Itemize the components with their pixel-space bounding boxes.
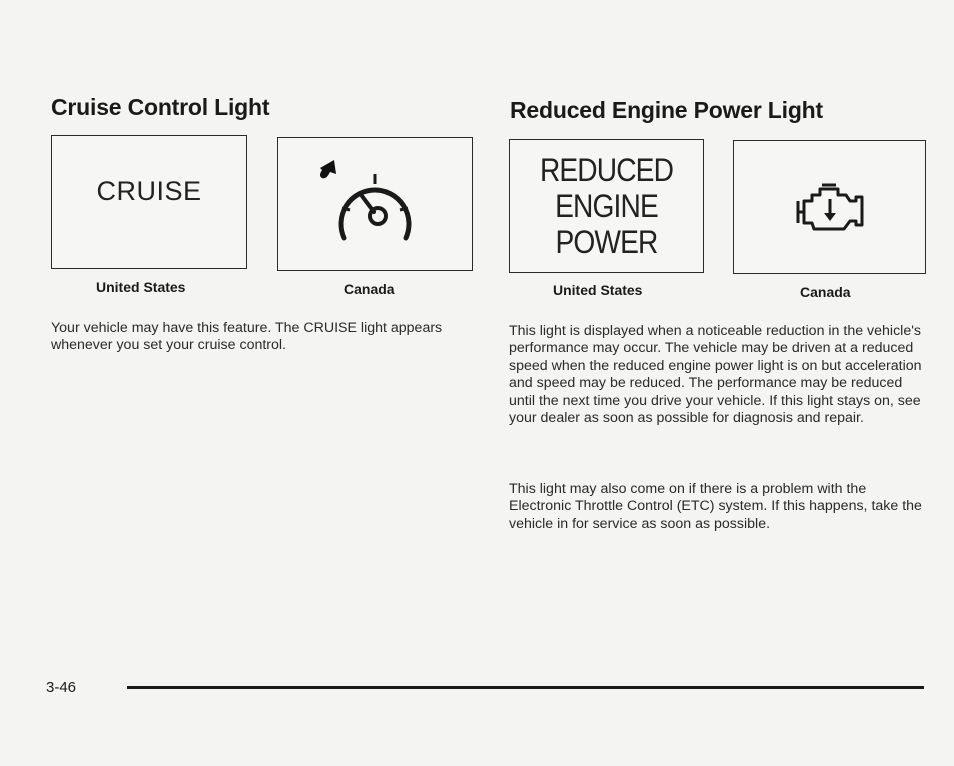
reduced-engine-power-heading: Reduced Engine Power Light — [510, 97, 823, 123]
indicator-line-3: POWER — [555, 224, 658, 260]
cruise-speedometer-icon — [278, 138, 474, 272]
reduced-power-canada-caption: Canada — [800, 284, 851, 300]
reduced-power-indicator-canada — [733, 140, 926, 274]
engine-power-reduction-icon — [734, 141, 927, 275]
indicator-line-1: REDUCED — [539, 152, 674, 188]
cruise-indicator-canada — [277, 137, 473, 271]
reduced-power-indicator-us — [509, 139, 704, 273]
reduced-power-indicator-text — [522, 152, 692, 260]
indicator-line-2: ENGINE — [555, 188, 658, 224]
cruise-control-heading: Cruise Control Light — [51, 94, 270, 120]
footer-rule — [127, 686, 924, 689]
cruise-canada-caption: Canada — [344, 281, 395, 297]
reduced-power-us-caption: United States — [553, 282, 643, 298]
reduced-power-description-1: This light is displayed when a noticeable reduction in the vehicle's performance may occur. The vehicle may be driven at a reduced speed when the reduced engine power light is on but acceleration and speed may be reduced. The performance may be reduced until the next time you drive your vehicle. If this light stays on, see your dealer as soon as possible for diagnosis and repair. — [509, 323, 922, 427]
page-number: 3-46 — [46, 679, 77, 696]
cruise-indicator-us — [51, 135, 247, 269]
cruise-description: Your vehicle may have this feature. The CRUISE light appears whenever you set your cruise control. — [51, 320, 443, 354]
cruise-indicator-text: CRUISE — [96, 176, 202, 206]
cruise-us-caption: United States — [96, 279, 186, 295]
reduced-power-description-2: This light may also come on if there is a problem with the Electronic Throttle Control (ETC) system. If this happens, take the vehicle in for service as soon as possible. — [509, 481, 922, 532]
